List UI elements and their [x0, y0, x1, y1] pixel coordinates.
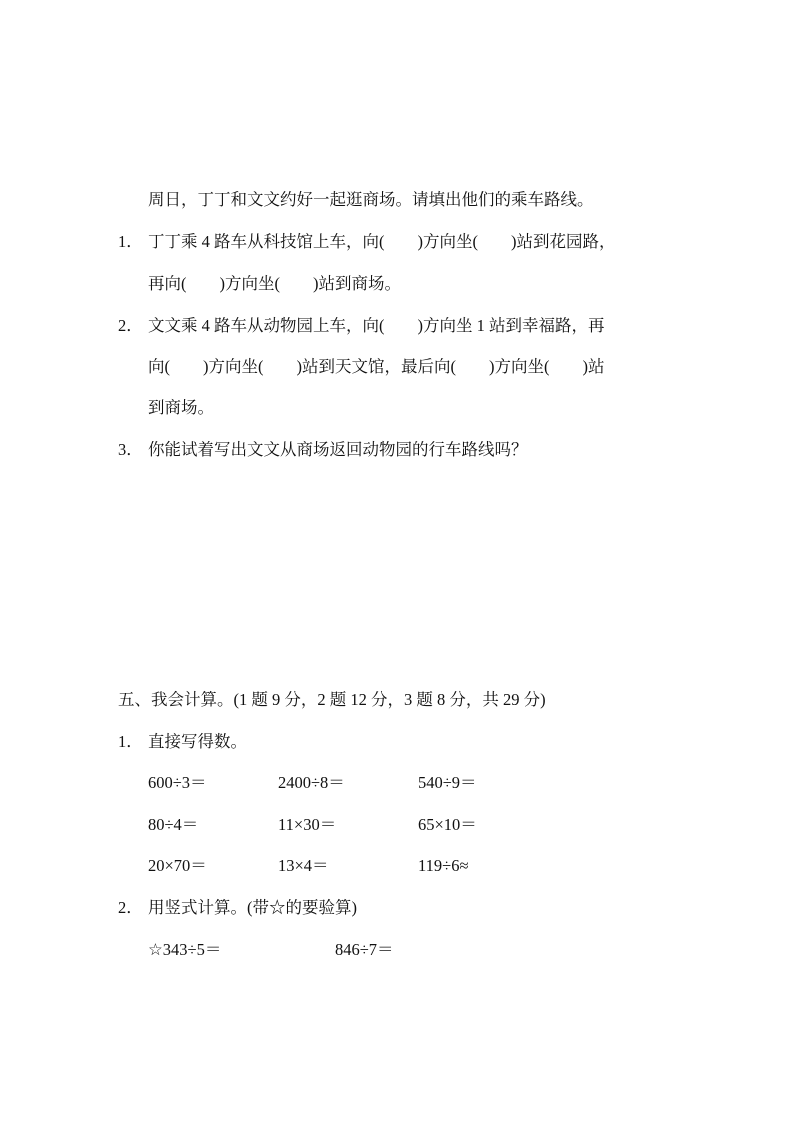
calc-item-600-div-3: 600÷3＝: [148, 773, 207, 792]
section-5-heading: 五、我会计算。(1 题 9 分，2 题 12 分，3 题 8 分，共 29 分): [118, 690, 546, 709]
calc-item-20-times-70: 20×70＝: [148, 856, 207, 875]
question-1-line-1: 丁丁乘 4 路车从科技馆上车，向( )方向坐( )站到花园路，: [148, 232, 616, 251]
question-number-2: 2．: [118, 316, 143, 335]
calc-item-119-div-6: 119÷6≈: [418, 856, 469, 875]
vertical-calc-item-343-div-5: ☆343÷5＝: [148, 940, 222, 959]
calc-item-65-times-10: 65×10＝: [418, 815, 477, 834]
calc-item-540-div-9: 540÷9＝: [418, 773, 477, 792]
question-1-line-2: 再向( )方向坐( )站到商场。: [148, 274, 401, 293]
calc-question-number-1: 1．: [118, 732, 143, 751]
question-3-line-1: 你能试着写出文文从商场返回动物园的行车路线吗？: [148, 440, 528, 459]
calc-item-2400-div-8: 2400÷8＝: [278, 773, 345, 792]
calc-question-2-title: 用竖式计算。(带☆的要验算): [148, 898, 357, 917]
intro-text: 周日，丁丁和文文约好一起逛商场。请填出他们的乘车路线。: [148, 190, 594, 209]
question-2-line-3: 到商场。: [148, 398, 214, 417]
question-number-1: 1．: [118, 232, 143, 251]
calc-question-1-title: 直接写得数。: [148, 732, 247, 751]
calc-item-80-div-4: 80÷4＝: [148, 815, 199, 834]
calc-item-13-times-4: 13×4＝: [278, 856, 329, 875]
calc-item-11-times-30: 11×30＝: [278, 815, 337, 834]
vertical-calc-item-846-div-7: 846÷7＝: [335, 940, 394, 959]
question-2-line-2: 向( )方向坐( )站到天文馆，最后向( )方向坐( )站: [148, 357, 605, 376]
question-number-3: 3．: [118, 440, 143, 459]
calc-question-number-2: 2．: [118, 898, 143, 917]
question-2-line-1: 文文乘 4 路车从动物园上车，向( )方向坐 1 站到幸福路，再: [148, 316, 605, 335]
